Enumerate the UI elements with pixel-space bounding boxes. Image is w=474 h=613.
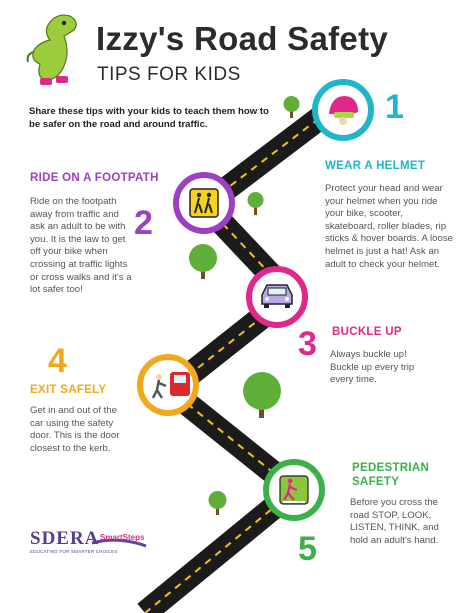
tree-small-2 (248, 192, 264, 215)
tip-2-heading: RIDE ON A FOOTPATH (30, 172, 159, 184)
tree-large (243, 372, 281, 418)
sdera-tagline: EDUCATING FOR SMARTER CHOICES (30, 549, 118, 554)
tip-3-body: Always buckle up! Buckle up every trip every time. (330, 349, 415, 386)
tip-4-circle (140, 357, 196, 413)
tip-5-heading: PEDESTRIAN SAFETY (352, 462, 430, 488)
tip-1-body: Protect your head and wear your helmet when you ride your bike, scooter, skateboard, roller blades, rip sticks & hover boards. A loose helmet is just a hat! Ask an adult to check your helmet. (325, 183, 453, 270)
tip-3-heading: BUCKLE UP (332, 326, 402, 338)
tip-1-heading: WEAR A HELMET (325, 160, 426, 172)
tip-4-number: 4 (48, 342, 67, 380)
pedestrian-crossing-icon (280, 476, 308, 504)
tip-4-body: Get in and out of the car using the safety door. This is the door closest to the kerb. (30, 405, 120, 454)
tip-5-number: 5 (298, 530, 317, 568)
tip-3-number: 3 (298, 325, 317, 363)
tip-5-circle (266, 462, 322, 518)
tip-3-circle (249, 269, 305, 325)
page-subtitle: TIPS FOR KIDS (97, 64, 241, 85)
tree-medium (189, 244, 217, 279)
tree-small-1 (284, 96, 300, 118)
page-title: Izzy's Road Safety (96, 20, 389, 57)
tip-5-body: Before you cross the road STOP, LOOK, LISTEN, THINK, and hold an adult's hand. (350, 497, 439, 546)
tree-small-3 (209, 491, 227, 515)
car-exit-icon (153, 372, 190, 398)
tip-2-body: Ride on the footpath away from traffic and ask an adult to be with you. It is the law to get off your bike when crossing at traffic lights or cross walks and it's a lot safer too! (30, 196, 132, 296)
sdera-logo: SDERA (30, 528, 100, 549)
tip-2-number: 2 (134, 204, 153, 242)
tip-2-circle (176, 175, 232, 231)
smartsteps-logo: SmartSteps (100, 533, 145, 542)
izzy-mascot (28, 15, 77, 85)
road (145, 95, 350, 613)
car-icon (262, 285, 292, 308)
tip-4-heading: EXIT SAFELY (30, 384, 107, 396)
pedestrian-sign-icon (190, 189, 218, 217)
tip-1-circle (315, 82, 371, 138)
intro-text: Share these tips with your kids to teach them how to be safer on the road and around traffic. (29, 106, 269, 130)
tip-1-number: 1 (385, 88, 404, 126)
